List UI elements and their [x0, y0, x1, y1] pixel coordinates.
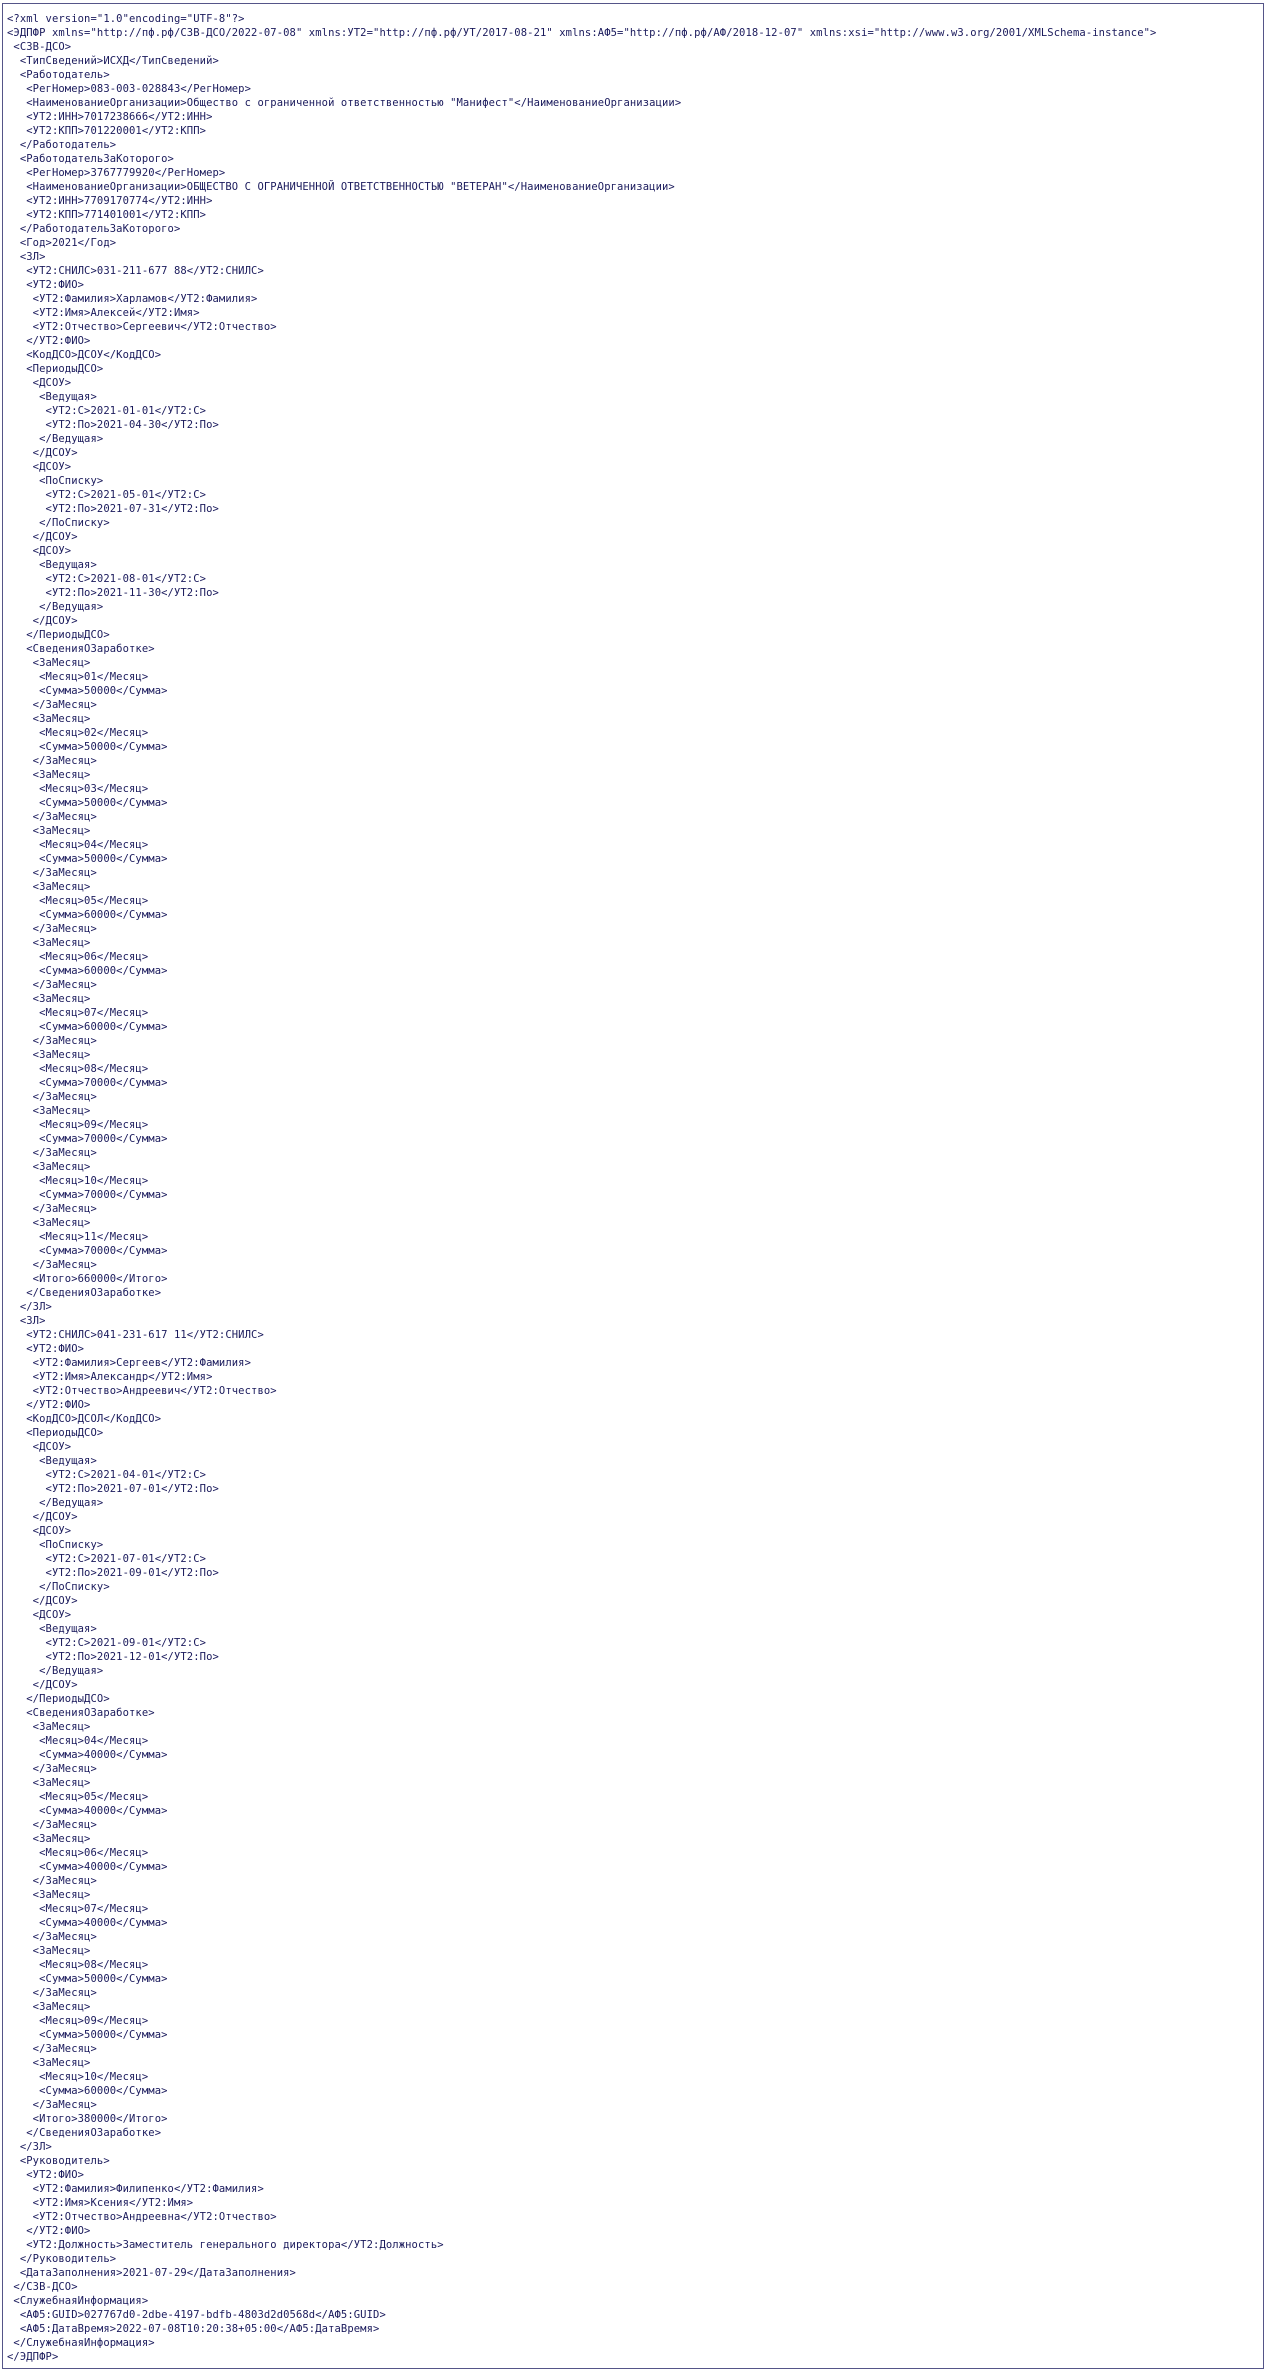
xml-line: </ЗаМесяц>	[7, 1763, 97, 1775]
xml-line: </Ведущая>	[7, 1665, 104, 1677]
xml-line: <Сумма>50000</Сумма>	[7, 1973, 168, 1985]
xml-line: <Месяц>08</Месяц>	[7, 1063, 149, 1075]
xml-line: <УТ2:Должность>Заместитель генерального директора</УТ2:Должность>	[7, 2239, 444, 2251]
xml-line: <ЗаМесяц>	[7, 993, 91, 1005]
xml-line: <ЭДПФР xmlns="http://пф.рф/СЗВ-ДСО/2022-07-08" xmlns:УТ2="http://пф.рф/УТ/2017-08-21" xmlns:АФ5="http://пф.рф/АФ/2018-12-07" xmlns:xsi="http://www.w3.org/2001/XMLSchema-instance">	[7, 27, 1157, 39]
xml-line: </ЗаМесяц>	[7, 1259, 97, 1271]
xml-line: <ЗЛ>	[7, 1315, 46, 1327]
xml-line: <Год>2021</Год>	[7, 237, 117, 249]
xml-line: <СЗВ-ДСО>	[7, 41, 72, 53]
xml-line: <ПоСписку>	[7, 475, 104, 487]
xml-line: <Итого>660000</Итого>	[7, 1273, 168, 1285]
xml-line: <Сумма>40000</Сумма>	[7, 1917, 168, 1929]
xml-document-view	[2, 3, 1264, 2369]
xml-line: <Сумма>60000</Сумма>	[7, 965, 168, 977]
xml-line: <Ведущая>	[7, 391, 97, 403]
xml-line: </ЗаМесяц>	[7, 1819, 97, 1831]
xml-line: <УТ2:ИНН>7709170774</УТ2:ИНН>	[7, 195, 213, 207]
xml-line: <УТ2:ФИО>	[7, 279, 85, 291]
xml-line: </РаботодательЗаКоторого>	[7, 223, 181, 235]
xml-line: <УТ2:По>2021-07-31</УТ2:По>	[7, 503, 219, 515]
xml-line: <ЗаМесяц>	[7, 713, 91, 725]
xml-line: <УТ2:ФИО>	[7, 2169, 85, 2181]
xml-line: <УТ2:Фамилия>Харламов</УТ2:Фамилия>	[7, 293, 258, 305]
xml-line: </Ведущая>	[7, 601, 104, 613]
xml-line: </ЗаМесяц>	[7, 1203, 97, 1215]
xml-line: <ЗаМесяц>	[7, 769, 91, 781]
xml-line: <Месяц>10</Месяц>	[7, 2071, 149, 2083]
xml-line: </ПериодыДСО>	[7, 629, 110, 641]
xml-line: <ЗаМесяц>	[7, 1161, 91, 1173]
xml-line: </ДСОУ>	[7, 1595, 78, 1607]
xml-line: </ПоСписку>	[7, 517, 110, 529]
xml-line: <Месяц>02</Месяц>	[7, 727, 149, 739]
xml-line: <УТ2:С>2021-09-01</УТ2:С>	[7, 1637, 207, 1649]
xml-line: <Сумма>70000</Сумма>	[7, 1189, 168, 1201]
xml-line: <УТ2:По>2021-12-01</УТ2:По>	[7, 1651, 219, 1663]
xml-line: <ТипСведений>ИСХД</ТипСведений>	[7, 55, 219, 67]
xml-line: <УТ2:СНИЛС>031-211-677 88</УТ2:СНИЛС>	[7, 265, 264, 277]
xml-line: <Месяц>03</Месяц>	[7, 783, 149, 795]
xml-line: <УТ2:Имя>Ксения</УТ2:Имя>	[7, 2197, 194, 2209]
xml-line: <УТ2:С>2021-01-01</УТ2:С>	[7, 405, 207, 417]
xml-line: </СведенияОЗаработке>	[7, 2127, 162, 2139]
xml-line: <РегНомер>083-003-028843</РегНомер>	[7, 83, 252, 95]
xml-line: <КодДСО>ДСОУ</КодДСО>	[7, 349, 162, 361]
xml-line: </ДСОУ>	[7, 1511, 78, 1523]
xml-line: <КодДСО>ДСОЛ</КодДСО>	[7, 1413, 162, 1425]
xml-line: <ЗаМесяц>	[7, 881, 91, 893]
xml-line: <ЗаМесяц>	[7, 1777, 91, 1789]
xml-line: </ДСОУ>	[7, 1679, 78, 1691]
xml-line: <Ведущая>	[7, 559, 97, 571]
xml-line: <Сумма>50000</Сумма>	[7, 797, 168, 809]
xml-line: <Сумма>50000</Сумма>	[7, 685, 168, 697]
xml-line: <?xml version="1.0"encoding="UTF-8"?>	[7, 13, 245, 25]
xml-line: <Работодатель>	[7, 69, 110, 81]
xml-line: </ЗаМесяц>	[7, 1091, 97, 1103]
xml-line: <УТ2:Отчество>Андреевич</УТ2:Отчество>	[7, 1385, 277, 1397]
xml-line: </ЗаМесяц>	[7, 979, 97, 991]
xml-line: <Сумма>60000</Сумма>	[7, 1021, 168, 1033]
xml-line: <УТ2:КПП>771401001</УТ2:КПП>	[7, 209, 207, 221]
xml-line: <Месяц>05</Месяц>	[7, 1791, 149, 1803]
xml-line: <ДСОУ>	[7, 461, 72, 473]
xml-line: <ЗаМесяц>	[7, 2001, 91, 2013]
xml-line: <ЗаМесяц>	[7, 657, 91, 669]
xml-line: <Ведущая>	[7, 1623, 97, 1635]
xml-line: <УТ2:С>2021-08-01</УТ2:С>	[7, 573, 207, 585]
xml-line: <Сумма>40000</Сумма>	[7, 1749, 168, 1761]
xml-line: <Сумма>40000</Сумма>	[7, 1861, 168, 1873]
xml-line: <ЗаМесяц>	[7, 1049, 91, 1061]
xml-line: </ЗаМесяц>	[7, 699, 97, 711]
xml-line: </ЗаМесяц>	[7, 1987, 97, 1999]
xml-line: <СлужебнаяИнформация>	[7, 2295, 149, 2307]
xml-line: <ЗаМесяц>	[7, 937, 91, 949]
xml-line: <УТ2:Фамилия>Филипенко</УТ2:Фамилия>	[7, 2183, 264, 2195]
xml-line: <Сумма>50000</Сумма>	[7, 853, 168, 865]
xml-line: <Месяц>11</Месяц>	[7, 1231, 149, 1243]
xml-line: <УТ2:По>2021-09-01</УТ2:По>	[7, 1567, 219, 1579]
xml-line: </ПоСписку>	[7, 1581, 110, 1593]
xml-line: <ДСОУ>	[7, 1525, 72, 1537]
xml-line: <РегНомер>3767779920</РегНомер>	[7, 167, 226, 179]
xml-line: <УТ2:По>2021-04-30</УТ2:По>	[7, 419, 219, 431]
xml-line: <Месяц>08</Месяц>	[7, 1959, 149, 1971]
xml-line: </Ведущая>	[7, 1497, 104, 1509]
xml-line: <ЗаМесяц>	[7, 1833, 91, 1845]
xml-line: <Месяц>01</Месяц>	[7, 671, 149, 683]
xml-line: <Итого>380000</Итого>	[7, 2113, 168, 2125]
xml-line: <ЗаМесяц>	[7, 2057, 91, 2069]
xml-line: <УТ2:КПП>701220001</УТ2:КПП>	[7, 125, 207, 137]
xml-line: <УТ2:Отчество>Сергеевич</УТ2:Отчество>	[7, 321, 277, 333]
xml-line: <ЗаМесяц>	[7, 1721, 91, 1733]
xml-line: </ЗаМесяц>	[7, 811, 97, 823]
xml-line: <Сумма>70000</Сумма>	[7, 1077, 168, 1089]
xml-line: <УТ2:С>2021-04-01</УТ2:С>	[7, 1469, 207, 1481]
xml-line: <ПериодыДСО>	[7, 1427, 104, 1439]
xml-line: <Сумма>60000</Сумма>	[7, 2085, 168, 2097]
xml-line: <НаименованиеОрганизации>ОБЩЕСТВО С ОГРАНИЧЕННОЙ ОТВЕТСТВЕННОСТЬЮ "ВЕТЕРАН"</НаименованиеОрганизации>	[7, 181, 675, 193]
xml-line: </СлужебнаяИнформация>	[7, 2337, 155, 2349]
xml-line: <УТ2:По>2021-07-01</УТ2:По>	[7, 1483, 219, 1495]
xml-line: <ДСОУ>	[7, 1441, 72, 1453]
xml-line: <УТ2:ИНН>7017238666</УТ2:ИНН>	[7, 111, 213, 123]
xml-line: </ЗаМесяц>	[7, 2043, 97, 2055]
xml-line: </ЭДПФР>	[7, 2351, 59, 2363]
xml-line: <Сумма>40000</Сумма>	[7, 1805, 168, 1817]
xml-line: <ЗЛ>	[7, 251, 46, 263]
xml-line: </СведенияОЗаработке>	[7, 1287, 162, 1299]
xml-line: </СЗВ-ДСО>	[7, 2281, 78, 2293]
xml-line: <Месяц>06</Месяц>	[7, 1847, 149, 1859]
xml-line: <Месяц>04</Месяц>	[7, 839, 149, 851]
xml-line: <ЗаМесяц>	[7, 1889, 91, 1901]
xml-line: <ЗаМесяц>	[7, 1217, 91, 1229]
xml-line: <ДСОУ>	[7, 545, 72, 557]
xml-line: <Месяц>10</Месяц>	[7, 1175, 149, 1187]
xml-line: </ПериодыДСО>	[7, 1693, 110, 1705]
xml-line: <Руководитель>	[7, 2155, 110, 2167]
xml-line: <УТ2:С>2021-05-01</УТ2:С>	[7, 489, 207, 501]
xml-line: <Месяц>04</Месяц>	[7, 1735, 149, 1747]
xml-line: <ПоСписку>	[7, 1539, 104, 1551]
xml-line: <УТ2:Имя>Александр</УТ2:Имя>	[7, 1371, 213, 1383]
xml-line: </Ведущая>	[7, 433, 104, 445]
xml-line: <СведенияОЗаработке>	[7, 643, 155, 655]
xml-line: </ЗЛ>	[7, 1301, 52, 1313]
xml-line: </УТ2:ФИО>	[7, 335, 91, 347]
xml-line: </ЗаМесяц>	[7, 1035, 97, 1047]
xml-line: <Месяц>07</Месяц>	[7, 1903, 149, 1915]
xml-line: <АФ5:ДатаВремя>2022-07-08T10:20:38+05:00</АФ5:ДатаВремя>	[7, 2323, 380, 2335]
xml-line: </Руководитель>	[7, 2253, 117, 2265]
xml-line: </ДСОУ>	[7, 447, 78, 459]
xml-line: <ЗаМесяц>	[7, 1945, 91, 1957]
xml-line: <УТ2:Имя>Алексей</УТ2:Имя>	[7, 307, 200, 319]
xml-line: </ЗаМесяц>	[7, 1147, 97, 1159]
xml-line: <УТ2:По>2021-11-30</УТ2:По>	[7, 587, 219, 599]
xml-line: <Сумма>50000</Сумма>	[7, 741, 168, 753]
xml-line: <Месяц>06</Месяц>	[7, 951, 149, 963]
xml-line: <Сумма>70000</Сумма>	[7, 1245, 168, 1257]
xml-line: <УТ2:Фамилия>Сергеев</УТ2:Фамилия>	[7, 1357, 252, 1369]
xml-line: </ЗаМесяц>	[7, 2099, 97, 2111]
xml-line: </УТ2:ФИО>	[7, 2225, 91, 2237]
xml-line: <Сумма>50000</Сумма>	[7, 2029, 168, 2041]
xml-line: <Месяц>05</Месяц>	[7, 895, 149, 907]
xml-source-text	[7, 12, 1263, 2364]
xml-line: <Месяц>07</Месяц>	[7, 1007, 149, 1019]
xml-line: </ДСОУ>	[7, 615, 78, 627]
xml-line: </Работодатель>	[7, 139, 117, 151]
xml-line: </ЗаМесяц>	[7, 1875, 97, 1887]
xml-line: <ЗаМесяц>	[7, 825, 91, 837]
xml-line: <УТ2:СНИЛС>041-231-617 11</УТ2:СНИЛС>	[7, 1329, 264, 1341]
xml-line: <ДатаЗаполнения>2021-07-29</ДатаЗаполнения>	[7, 2267, 296, 2279]
xml-line: <ДСОУ>	[7, 1609, 72, 1621]
xml-line: <УТ2:Отчество>Андреевна</УТ2:Отчество>	[7, 2211, 277, 2223]
xml-line: </ДСОУ>	[7, 531, 78, 543]
xml-line: <ЗаМесяц>	[7, 1105, 91, 1117]
xml-line: <ПериодыДСО>	[7, 363, 104, 375]
xml-line: <ДСОУ>	[7, 377, 72, 389]
xml-line: </ЗаМесяц>	[7, 1931, 97, 1943]
xml-line: <РаботодательЗаКоторого>	[7, 153, 174, 165]
xml-line: <Сумма>70000</Сумма>	[7, 1133, 168, 1145]
xml-line: <Месяц>09</Месяц>	[7, 2015, 149, 2027]
xml-line: </ЗаМесяц>	[7, 923, 97, 935]
xml-line: <УТ2:ФИО>	[7, 1343, 85, 1355]
xml-line: </ЗаМесяц>	[7, 867, 97, 879]
xml-line: <Ведущая>	[7, 1455, 97, 1467]
xml-line: <Месяц>09</Месяц>	[7, 1119, 149, 1131]
xml-line: <АФ5:GUID>027767d0-2dbe-4197-bdfb-4803d2d0568d</АФ5:GUID>	[7, 2309, 386, 2321]
xml-line: <Сумма>60000</Сумма>	[7, 909, 168, 921]
xml-line: <СведенияОЗаработке>	[7, 1707, 155, 1719]
xml-line: </ЗЛ>	[7, 2141, 52, 2153]
xml-line: </УТ2:ФИО>	[7, 1399, 91, 1411]
xml-line: </ЗаМесяц>	[7, 755, 97, 767]
xml-line: <УТ2:С>2021-07-01</УТ2:С>	[7, 1553, 207, 1565]
xml-line: <НаименованиеОрганизации>Общество с ограниченной ответственностью "Манифест"</НаименованиеОрганизации>	[7, 97, 682, 109]
